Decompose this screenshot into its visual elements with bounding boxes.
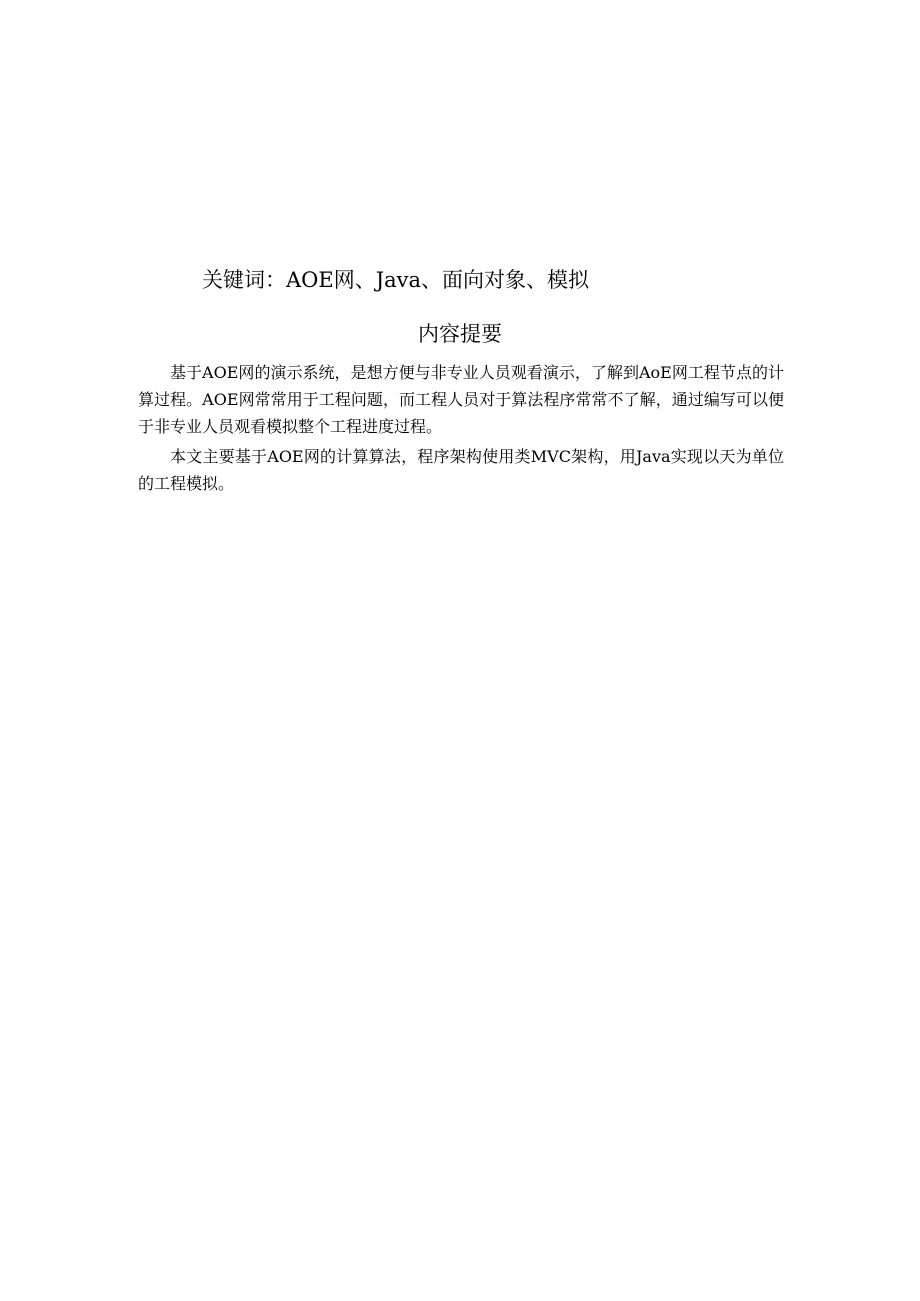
abstract-body <box>138 359 784 500</box>
abstract-heading-text: 内容提要 <box>418 322 502 346</box>
abstract-paragraph-1: 基于AOE网的演示系统，是想方便与非专业人员观看演示，了解到AoE网工程节点的计算过程。AOE网常常用于工程问题，而工程人员对于算法程序常常不了解，通过编写可以便于非专业人员观看模拟整个工程进度过程。 <box>138 363 784 436</box>
keywords-line: 关键词：AOE网、Java、面向对象、模拟 <box>202 268 590 292</box>
abstract-paragraph-2: 本文主要基于AOE网的计算算法，程序架构使用类MVC架构，用Java实现以天为单位的工程模拟。 <box>138 447 784 493</box>
abstract-heading <box>0 320 920 348</box>
